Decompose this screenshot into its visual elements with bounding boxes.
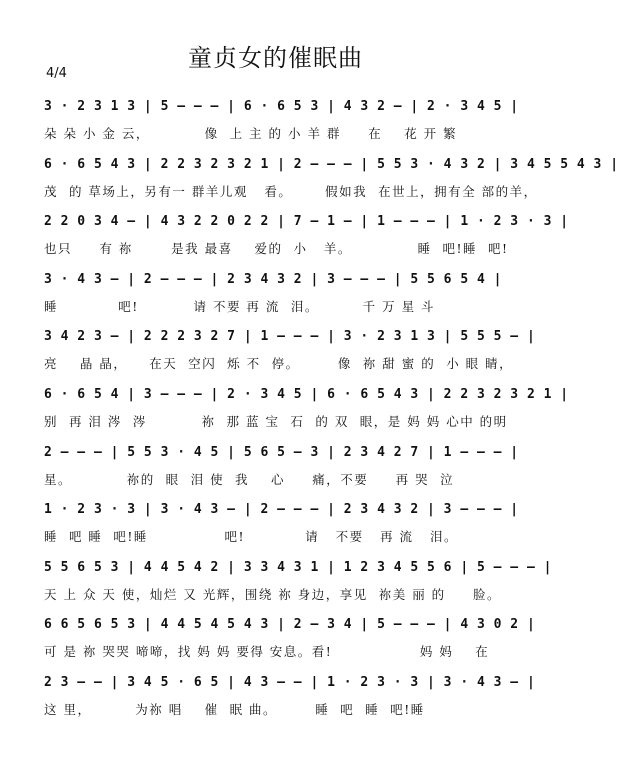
numbered-notation-line: 3 4 2 3 – | 2 2 2 3 2 7 | 1 – – – | 3 · 2 3 1 3 | 5 5 5 – | [44, 329, 536, 345]
numbered-notation-line: 1 · 2 3 · 3 | 3 · 4 3 – | 2 – – – | 2 3 4 3 2 | 3 – – – | [44, 502, 519, 518]
lyrics-line: 天 上 众 天 使，灿烂 又 光辉，围绕 祢 身边，享见 祢美 丽 的 脸。 [44, 586, 502, 602]
numbered-notation-line: 2 – – – | 5 5 3 · 4 5 | 5 6 5 – 3 | 2 3 4 2 7 | 1 – – – | [44, 444, 519, 460]
score-system [44, 154, 619, 202]
score-system [44, 672, 536, 720]
lyrics-line: 别 再 泪 涔 涔 祢 那 蓝 宝 石 的 双 眼，是 妈 妈 心中 的明 [44, 414, 508, 429]
numbered-notation-line: 3 · 2 3 1 3 | 5 – – – | 6 · 6 5 3 | 4 3 2 – | 2 · 3 4 5 | [44, 99, 519, 114]
lyrics-line: 这 里， 为祢 唱 催 眠 曲。 睡 吧 睡 吧!睡 [44, 702, 425, 717]
lyrics-line: 可 是 祢 哭哭 啼啼，找 妈 妈 要得 安息。看! 妈 妈 在 [44, 644, 490, 660]
score-system [44, 96, 519, 144]
score-system [44, 442, 519, 490]
song-title: 童贞女的催眠曲 [188, 44, 363, 72]
score-system [44, 384, 569, 432]
numbered-notation-line: 6 · 6 5 4 3 | 2 2 3 2 3 2 1 | 2 – – – | 5 5 3 · 4 3 2 | 3 4 5 5 4 3 | [44, 156, 619, 172]
lyrics-line: 亮 晶 晶， 在天 空闪 烁 不 停。 像 祢 甜 蜜 的 小 眼 睛， [44, 356, 514, 372]
lyrics-line: 朵 朵 小 金 云， 像 上 主 的 小 羊 群 在 花 开 繁 [44, 126, 458, 141]
lyrics-line: 睡 吧! 请 不要 再 流 泪。 千 万 星 斗 [44, 298, 436, 314]
numbered-notation-line: 2 2 0 3 4 – | 4 3 2 2 0 2 2 | 7 – 1 – | 1 – – – | 1 · 2 3 · 3 | [44, 214, 569, 230]
lyrics-line: 星。 祢的 眼 泪 使 我 心 痛，不要 再 哭 泣 [44, 471, 455, 487]
score-system [44, 499, 519, 547]
numbered-notation-line: 3 · 4 3 – | 2 – – – | 2 3 4 3 2 | 3 – – – | 5 5 6 5 4 | [44, 271, 502, 287]
numbered-notation-line: 6 · 6 5 4 | 3 – – – | 2 · 3 4 5 | 6 · 6 5 4 3 | 2 2 3 2 3 2 1 | [44, 387, 569, 402]
score-system [44, 557, 552, 605]
score-system [44, 269, 502, 317]
score-system [44, 614, 536, 662]
numbered-notation-line: 5 5 6 5 3 | 4 4 5 4 2 | 3 3 4 3 1 | 1 2 3 4 5 5 6 | 5 – – – | [44, 559, 552, 575]
lyrics-line: 睡 吧 睡 吧!睡 吧! 请 不要 再 流 泪。 [44, 529, 458, 545]
score-system [44, 326, 536, 374]
numbered-notation-line: 6 6 5 6 5 3 | 4 4 5 4 5 4 3 | 2 – 3 4 | 5 – – – | 4 3 0 2 | [44, 617, 536, 633]
lyrics-line: 也只 有 祢 是我 最喜 爱的 小 羊。 睡 吧!睡 吧! [44, 241, 509, 257]
score-system [44, 211, 569, 259]
lyrics-line: 茂 的 草场上，另有一 群羊儿观 看。 假如我 在世上，拥有全 部的羊， [44, 183, 538, 199]
time-signature: 4/4 [46, 66, 67, 81]
numbered-notation-line: 2 3 – – | 3 4 5 · 6 5 | 4 3 – – | 1 · 2 3 · 3 | 3 · 4 3 – | [44, 675, 536, 690]
